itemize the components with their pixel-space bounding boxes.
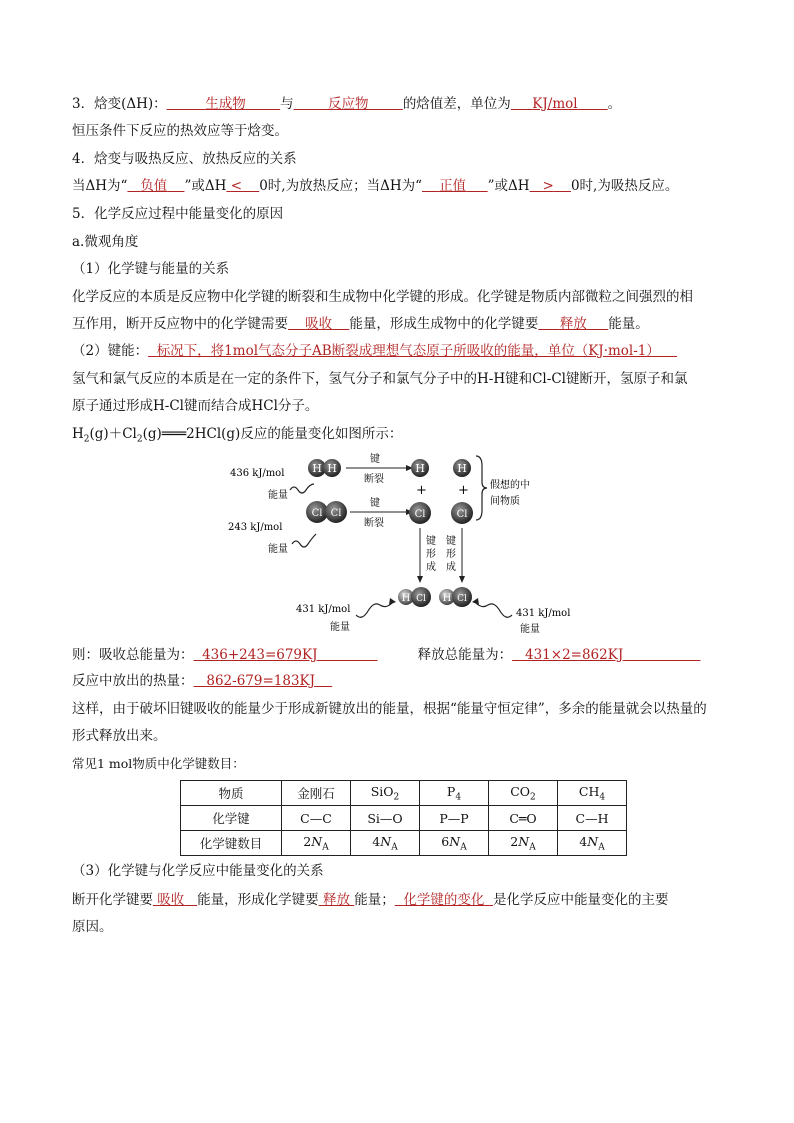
bond-count-table [180, 780, 627, 856]
answer-product: 生成物 [205, 96, 246, 112]
para-4-line2: 原因。 [72, 919, 113, 935]
micro-view: a.微观角度 [72, 234, 139, 250]
svg-text:键: 键 [370, 454, 380, 465]
heat-released: 反应中放出的热量： 862-679=183KJ [72, 673, 316, 689]
para-1-line2: 互作用，断开反应物中的化学键需要 吸收 能量，形成生成物中的化学键要 释放 能量。 [72, 316, 649, 332]
para-4-line1: 断开化学键要 吸收 能量，形成化学键要 释放 能量； 化学键的变化 是化学反应中能量变化的主要 [72, 892, 669, 908]
svg-text:形: 形 [446, 549, 456, 560]
svg-text:键: 键 [370, 498, 380, 509]
svg-text:+: + [458, 483, 469, 498]
table-row: 化学键数目 $2N_A$ $4N_A$ $6N_A$ $2N_A$ $4N_A$ [181, 831, 627, 856]
hcl-molecule-1 [398, 587, 431, 607]
calc-line: 则：吸收总能量为： 436+243=679KJ 释放总能量为： 431×2=862KJ [72, 647, 624, 663]
svg-text:Cl: Cl [330, 508, 342, 519]
section-5-title: 5．化学反应过程中能量变化的原因 [72, 206, 284, 222]
subsection-3: （3）化学键与化学反应中能量变化的关系 [72, 863, 324, 879]
svg-text:H: H [442, 593, 452, 604]
energy-diagram [220, 448, 590, 638]
reaction-equation: $H_2(g)+Cl_2(g)═══2HCl(g)$反应的能量变化如图所示： [72, 426, 403, 445]
svg-text:成: 成 [426, 562, 436, 573]
svg-text:Cl: Cl [311, 508, 323, 519]
svg-text:键: 键 [446, 536, 456, 547]
energy-431-left: 431 kJ/mol [296, 604, 351, 615]
bond-energy-answer: 标况下，将1mol气态分子AB断裂成理想气态原子所吸收的能量，单位（KJ·mol-1） [156, 343, 660, 359]
para-3-line1: 这样，由于破坏旧键吸收的能量少于形成新键放出的能量，根据“能量守恒定律”，多余的能量就会以热量的 [72, 701, 707, 717]
energy-431-right: 431 kJ/mol [516, 608, 571, 619]
svg-text:假想的中: 假想的中 [490, 480, 530, 491]
energy-243: 243 kJ/mol [228, 522, 283, 533]
svg-text:断裂: 断裂 [364, 474, 384, 485]
svg-text:能量: 能量 [330, 622, 350, 633]
table-row: 化学键 C—C Si—O P—P C═O C—H [181, 806, 627, 831]
svg-text:能量: 能量 [268, 490, 288, 501]
answer-unit: KJ/mol [532, 96, 578, 112]
svg-text:形: 形 [426, 549, 436, 560]
hcl-molecule-2 [439, 587, 472, 607]
subsection-1: （1）化学键与能量的关系 [72, 261, 230, 277]
svg-text:Cl: Cl [457, 594, 467, 604]
section-3-enthalpy: 3．焓变(ΔH)： 生成物 与 反应物 的焓值差，单位为 KJ/mol 。 [72, 96, 622, 112]
bond-energy-def: （2）键能： 标况下，将1mol气态分子AB断裂成理想气态原子所吸收的能量，单位（KJ·mol-1） [72, 341, 677, 361]
section-4-content: 当ΔH为“ 负值 ”或ΔH < 0时,为放热反应；当ΔH为“ 正值 ”或ΔH > 0时,为吸热反应。 [72, 178, 679, 194]
para-3-line2: 形式释放出来。 [72, 728, 167, 744]
table-caption: 常见1 mol物质中化学键数目： [72, 756, 245, 771]
answer-reactant: 反应物 [327, 96, 369, 112]
h2-molecule [308, 459, 341, 477]
para-1-line1: 化学反应的本质是反应物中化学键的断裂和生成物中化学键的形成。化学键是物质内部微粒之间强烈的相 [72, 289, 693, 305]
svg-text:Cl: Cl [416, 594, 426, 604]
energy-436: 436 kJ/mol [230, 468, 285, 479]
section-4-title: 4．焓变与吸热反应、放热反应的关系 [72, 151, 297, 167]
svg-text:键: 键 [426, 536, 436, 547]
svg-text:H: H [401, 593, 411, 604]
para-2-line1: 氢气和氯气反应的本质是在一定的条件下，氢气分子和氯气分子中的H-H键和Cl-Cl键断开，氢原子和氯 [72, 371, 688, 387]
svg-text:H: H [457, 462, 467, 475]
para-2-line2: 原子通过形成H-Cl键而结合成HCl分子。 [72, 398, 319, 414]
svg-text:断裂: 断裂 [364, 518, 384, 529]
constant-pressure-note: 恒压条件下反应的热效应等于焓变。 [72, 123, 288, 139]
svg-text:能量: 能量 [268, 544, 288, 555]
svg-text:H: H [327, 462, 337, 475]
svg-text:H: H [312, 462, 322, 475]
svg-text:Cl: Cl [414, 509, 426, 520]
svg-text:Cl: Cl [456, 509, 468, 520]
svg-text:能量: 能量 [520, 624, 540, 635]
table-row: 物质 金刚石 SiO$_2$ $P_4$ $CO_2$ $CH_4$ [181, 781, 627, 806]
svg-text:间物质: 间物质 [490, 496, 520, 507]
svg-text:H: H [415, 462, 425, 475]
svg-text:+: + [416, 483, 427, 498]
svg-text:成: 成 [446, 562, 456, 573]
cl2-molecule [306, 501, 347, 523]
